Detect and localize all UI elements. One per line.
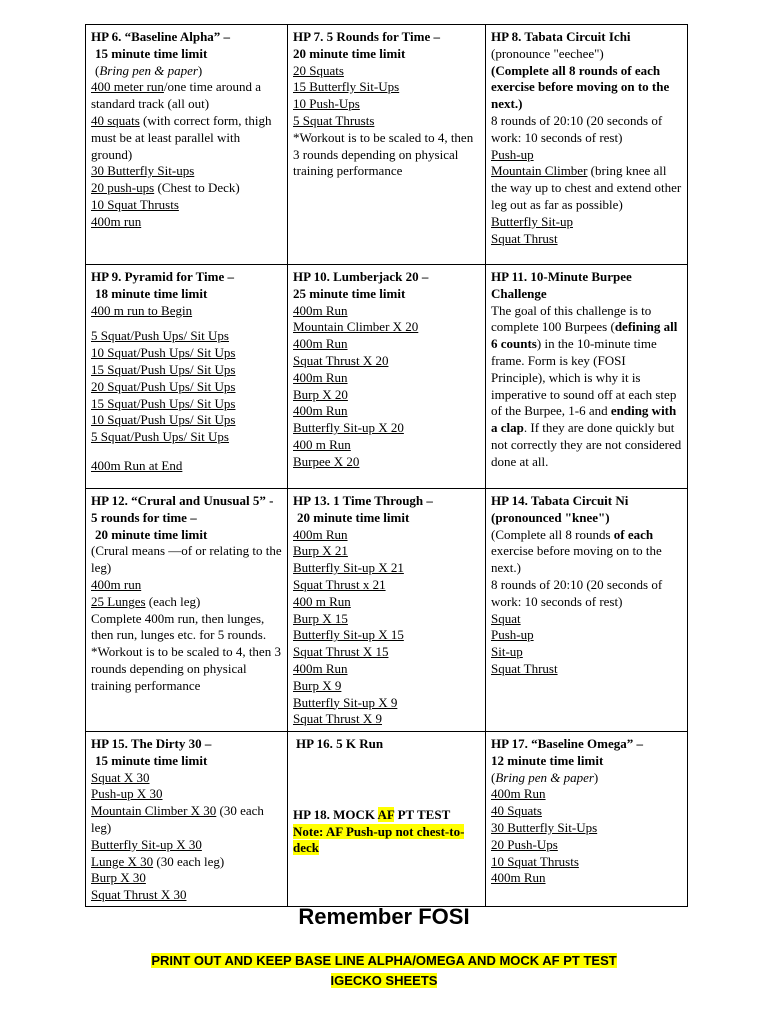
- hp12-note: *Workout is to be scaled to 4, then 3 rounds depending on physical training performance: [91, 644, 281, 693]
- hp15-exercise: Burp X 30: [91, 870, 146, 886]
- hp6-title: HP 6. “Baseline Alpha” –: [91, 29, 231, 44]
- hp17-exercise: 40 Squats: [491, 803, 542, 819]
- cell-hp7: [288, 25, 486, 265]
- hp7-limit: 20 minute time limit: [293, 45, 406, 61]
- hp9-set: 20 Squat/Push Ups/ Sit Ups: [91, 378, 236, 394]
- cell-hp16-hp18: [288, 732, 486, 907]
- hp9-start: 400 m run to Begin: [91, 302, 193, 318]
- hp6-exercise: 400 meter run/one time around a standard track (all out): [91, 79, 262, 112]
- hp6-exercise: 30 Butterfly Sit-ups: [91, 163, 195, 179]
- hp8-exercise: Butterfly Sit-up: [491, 213, 573, 229]
- hp10-exercise: Burp X 20: [293, 386, 348, 402]
- hp7-note: *Workout is to be scaled to 4, then 3 rounds depending on physical training performance: [293, 129, 474, 179]
- hp18-note: Note: AF Push-up not chest-to-deck: [293, 823, 465, 856]
- hp9-set: 10 Squat/Push Ups/ Sit Ups: [91, 412, 236, 428]
- hp17-exercise: 10 Squat Thrusts: [491, 853, 579, 869]
- hp10-exercise: 400m Run: [293, 369, 348, 385]
- hp7-title: HP 7. 5 Rounds for Time –: [293, 29, 440, 44]
- hp10-exercise: Squat Thrust X 20: [293, 352, 389, 368]
- hp13-exercise: Butterfly Sit-up X 15: [293, 627, 404, 643]
- hp15-limit: 15 minute time limit: [95, 752, 208, 768]
- hp17-note: (Bring pen & paper): [491, 769, 599, 785]
- hp15-exercise: Butterfly Sit-up X 30: [91, 836, 202, 852]
- cell-hp15: [86, 732, 288, 907]
- cell-hp13: [288, 489, 486, 732]
- hp7-exercise: 20 Squats: [293, 62, 344, 78]
- hp13-exercise: Butterfly Sit-up X 9: [293, 694, 398, 710]
- hp9-title: HP 9. Pyramid for Time –: [91, 269, 234, 284]
- hp14-rule: (Complete all 8 rounds of each exercise before moving on to the next.): [491, 526, 662, 576]
- hp10-limit: 25 minute time limit: [293, 285, 406, 301]
- hp9-set: 5 Squat/Push Ups/ Sit Ups: [91, 328, 229, 344]
- hp6-note: (Bring pen & paper): [95, 62, 203, 78]
- hp6-exercise: 40 squats (with correct form, thigh must be at least parallel with ground): [91, 112, 272, 162]
- hp13-exercise: Burp X 15: [293, 610, 348, 626]
- hp6-exercise: 10 Squat Thrusts: [91, 196, 179, 212]
- hp16-title: HP 16. 5 K Run: [296, 736, 384, 751]
- hp8-title: HP 8. Tabata Circuit Ichi: [491, 29, 631, 44]
- cell-hp11: [486, 265, 688, 489]
- hp17-exercise: 30 Butterfly Sit-Ups: [491, 819, 598, 835]
- table-row: [86, 732, 688, 907]
- footer-note-line: IGECKO SHEETS: [330, 973, 438, 988]
- hp8-rule: (Complete all 8 rounds of each exercise before moving on to the next.): [491, 62, 670, 112]
- hp10-exercise: 400 m Run: [293, 436, 351, 452]
- cell-hp12: [86, 489, 288, 732]
- hp6-limit: 15 minute time limit: [95, 45, 208, 61]
- cell-hp8: [486, 25, 688, 265]
- table-row: [86, 265, 688, 489]
- hp17-exercise: 20 Push-Ups: [491, 836, 558, 852]
- cell-hp10: [288, 265, 486, 489]
- hp17-limit: 12 minute time limit: [491, 752, 604, 768]
- hp11-description: The goal of this challenge is to complete 100 Burpees (defining all 6 counts) in the 10-minute time frame. Form is key (FOSI Principle), which is why it is imperative to sound off at each step of the Burpee, 1-6 and ending with a clap. If they are done quickly but not correctly they are not considered done at all.: [491, 302, 682, 469]
- hp7-exercise: 15 Butterfly Sit-Ups: [293, 79, 400, 95]
- hp15-title: HP 15. The Dirty 30 –: [91, 736, 212, 751]
- hp14-pronunciation: (pronounced "knee"): [491, 509, 610, 525]
- hp18-title: HP 18. MOCK AF PT TEST: [293, 806, 451, 822]
- hp15-exercise: Push-up X 30: [91, 786, 163, 802]
- cell-hp6: [86, 25, 288, 265]
- hp15-exercise: Lunge X 30 (30 each leg): [91, 853, 225, 869]
- hp10-exercise: 400m Run: [293, 302, 348, 318]
- hp13-exercise: 400m Run: [293, 660, 348, 676]
- footer-title: Remember FOSI: [298, 904, 470, 929]
- hp9-end: 400m Run at End: [91, 457, 183, 473]
- hp13-exercise: Burp X 9: [293, 677, 342, 693]
- hp10-exercise: Butterfly Sit-up X 20: [293, 420, 404, 436]
- hp17-exercise: 400m Run: [491, 786, 546, 802]
- hp14-title: HP 14. Tabata Circuit Ni: [491, 493, 629, 508]
- hp14-exercise: Squat Thrust: [491, 660, 558, 676]
- hp13-limit: 20 minute time limit: [297, 509, 410, 525]
- hp9-set: 15 Squat/Push Ups/ Sit Ups: [91, 395, 236, 411]
- table-row: [86, 489, 688, 732]
- hp14-exercise: Push-up: [491, 627, 534, 643]
- hp9-set: 15 Squat/Push Ups/ Sit Ups: [91, 361, 236, 377]
- hp17-title: HP 17. “Baseline Omega” –: [491, 736, 644, 751]
- hp11-title: HP 11. 10-Minute Burpee Challenge: [491, 269, 632, 301]
- hp12-limit: 20 minute time limit: [95, 526, 208, 542]
- hp6-exercise: 20 push-ups (Chest to Deck): [91, 180, 240, 196]
- hp13-exercise: Squat Thrust x 21: [293, 576, 386, 592]
- hp15-exercise: Squat X 30: [91, 769, 150, 785]
- hp13-exercise: 400 m Run: [293, 593, 351, 609]
- hp9-limit: 18 minute time limit: [95, 285, 208, 301]
- hp13-exercise: Squat Thrust X 15: [293, 644, 389, 660]
- hp13-exercise: Squat Thrust X 9: [293, 711, 382, 727]
- hp14-timing: 8 rounds of 20:10 (20 seconds of work: 10 seconds of rest): [491, 576, 663, 609]
- hp15-exercise: Squat Thrust X 30: [91, 887, 187, 903]
- hp10-exercise: 400m Run: [293, 403, 348, 419]
- hp7-exercise: 10 Push-Ups: [293, 96, 360, 112]
- hp10-title: HP 10. Lumberjack 20 –: [293, 269, 429, 284]
- hp14-exercise: Squat: [491, 610, 521, 626]
- hp8-pronunciation: (pronounce "eechee"): [491, 45, 604, 61]
- hp8-timing: 8 rounds of 20:10 (20 seconds of work: 10 seconds of rest): [491, 112, 663, 145]
- hp12-exercise: 400m run: [91, 576, 142, 592]
- hp12-instructions: Complete 400m run, then lunges, then run, lunges etc. for 5 rounds.: [91, 610, 267, 643]
- hp9-set: 5 Squat/Push Ups/ Sit Ups: [91, 429, 229, 445]
- workout-table: [85, 24, 688, 907]
- cell-hp14: [486, 489, 688, 732]
- footer-note-line: PRINT OUT AND KEEP BASE LINE ALPHA/OMEGA AND MOCK AF PT TEST: [151, 953, 617, 968]
- footer-note: [0, 951, 768, 991]
- hp6-exercise: 400m run: [91, 213, 142, 229]
- hp10-exercise: 400m Run: [293, 336, 348, 352]
- hp9-set: 10 Squat/Push Ups/ Sit Ups: [91, 345, 236, 361]
- hp13-exercise: Burp X 21: [293, 543, 348, 559]
- cell-hp9: [86, 265, 288, 489]
- hp12-title: HP 12. “Crural and Unusual 5” - 5 rounds for time –: [91, 493, 274, 525]
- hp10-exercise: Mountain Climber X 20: [293, 319, 419, 335]
- hp13-exercise: Butterfly Sit-up X 21: [293, 560, 404, 576]
- hp14-exercise: Sit-up: [491, 644, 523, 660]
- hp17-exercise: 400m Run: [491, 870, 546, 886]
- hp12-exercise: 25 Lunges (each leg): [91, 593, 201, 609]
- hp10-exercise: Burpee X 20: [293, 453, 360, 469]
- table-row: [86, 25, 688, 265]
- hp8-exercise: Push-up: [491, 146, 534, 162]
- hp15-exercise: Mountain Climber X 30 (30 each leg): [91, 803, 264, 835]
- hp8-exercise: Squat Thrust: [491, 230, 558, 246]
- hp8-exercise: Mountain Climber (bring knee all the way up to chest and extend other leg out as far as possible): [491, 163, 682, 212]
- cell-hp17: [486, 732, 688, 907]
- hp7-exercise: 5 Squat Thrusts: [293, 112, 375, 128]
- hp13-title: HP 13. 1 Time Through –: [293, 493, 433, 508]
- hp13-exercise: 400m Run: [293, 526, 348, 542]
- hp12-description: (Crural means —of or relating to the leg): [91, 543, 282, 576]
